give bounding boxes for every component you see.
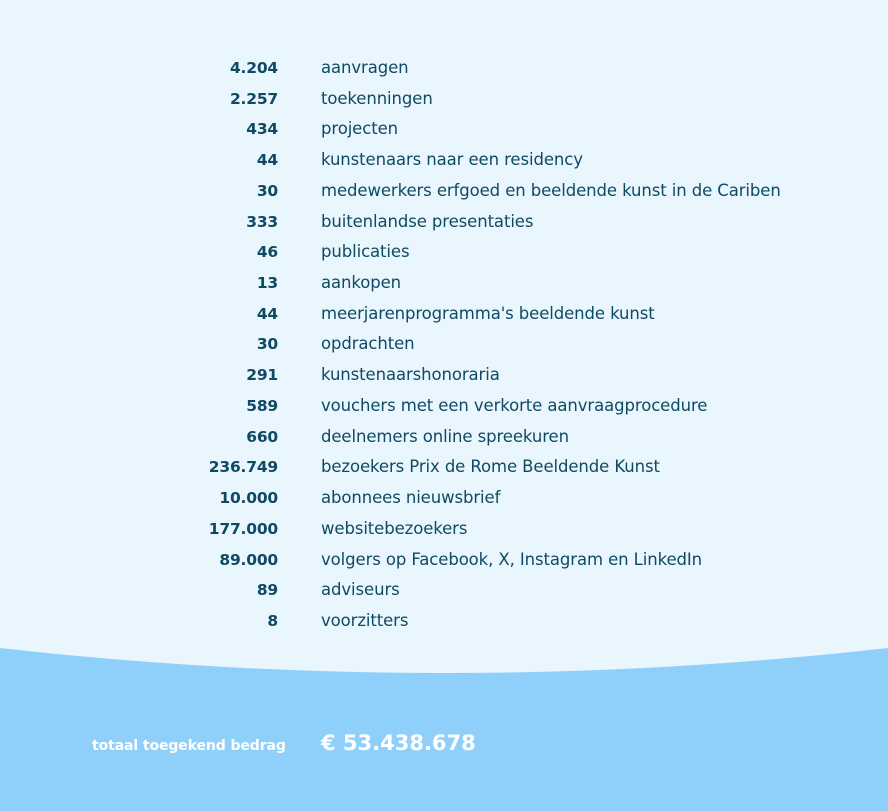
stat-label: medewerkers erfgoed en beeldende kunst in de Cariben	[321, 180, 781, 200]
stat-value: 2.257	[229, 89, 278, 108]
stat-value: 236.749	[208, 458, 278, 477]
stat-value: 10.000	[219, 489, 278, 508]
stat-value: 44	[256, 151, 278, 170]
stat-label: opdrachten	[321, 334, 415, 354]
stat-value: 177.000	[208, 519, 278, 538]
total-amount: € 53.438.678	[321, 731, 476, 755]
wave-shape	[0, 648, 888, 811]
stat-row	[0, 116, 888, 147]
stat-row	[0, 516, 888, 547]
stat-label: vouchers met een verkorte aanvraagprocedure	[321, 395, 708, 415]
stats-list	[0, 55, 888, 639]
stat-value: 46	[256, 243, 278, 262]
stat-label: volgers op Facebook, X, Instagram en LinkedIn	[321, 549, 703, 569]
stat-label: abonnees nieuwsbrief	[321, 488, 501, 508]
stat-row	[0, 362, 888, 393]
stat-row	[0, 239, 888, 270]
stat-label: bezoekers Prix de Rome Beeldende Kunst	[321, 457, 660, 477]
stat-label: toekenningen	[321, 88, 433, 108]
stat-label: projecten	[321, 119, 398, 139]
stat-value: 44	[256, 304, 278, 323]
stat-value: 4.204	[229, 59, 278, 77]
stat-row	[0, 424, 888, 455]
stat-row	[0, 301, 888, 332]
stat-row	[0, 485, 888, 516]
stat-row	[0, 608, 888, 639]
stat-row	[0, 393, 888, 424]
stat-row	[0, 454, 888, 485]
stat-value: 30	[256, 335, 278, 354]
stat-label: deelnemers online spreekuren	[321, 426, 569, 446]
stat-label: publicaties	[321, 242, 410, 262]
stat-row	[0, 270, 888, 301]
stat-value: 89.000	[219, 550, 278, 569]
stat-label: websitebezoekers	[321, 518, 468, 538]
stat-value: 589	[246, 396, 278, 415]
stat-value: 434	[246, 120, 278, 139]
stat-row	[0, 86, 888, 117]
stat-row	[0, 331, 888, 362]
stat-row	[0, 547, 888, 578]
stat-label: kunstenaars naar een residency	[321, 150, 583, 170]
stat-row	[0, 178, 888, 209]
stat-value: 13	[256, 274, 278, 293]
stat-label: kunstenaarshonoraria	[321, 365, 500, 385]
total-band	[0, 640, 888, 811]
stat-label: aanvragen	[321, 58, 409, 77]
stat-label: adviseurs	[321, 580, 400, 600]
stat-row	[0, 147, 888, 178]
stat-value: 89	[256, 581, 278, 600]
stat-label: buitenlandse presentaties	[321, 211, 534, 231]
stat-value: 30	[256, 181, 278, 200]
stat-label: voorzitters	[321, 610, 409, 630]
stat-value: 291	[246, 366, 278, 385]
stat-label: meerjarenprogramma's beeldende kunst	[321, 303, 655, 323]
stat-row	[0, 577, 888, 608]
total-label: totaal toegekend bedrag	[92, 738, 286, 754]
stat-row	[0, 55, 888, 86]
stat-value: 660	[246, 427, 278, 446]
stat-value: 8	[267, 611, 278, 630]
stat-label: aankopen	[321, 273, 402, 293]
stat-value: 333	[246, 212, 278, 231]
stat-row	[0, 209, 888, 240]
